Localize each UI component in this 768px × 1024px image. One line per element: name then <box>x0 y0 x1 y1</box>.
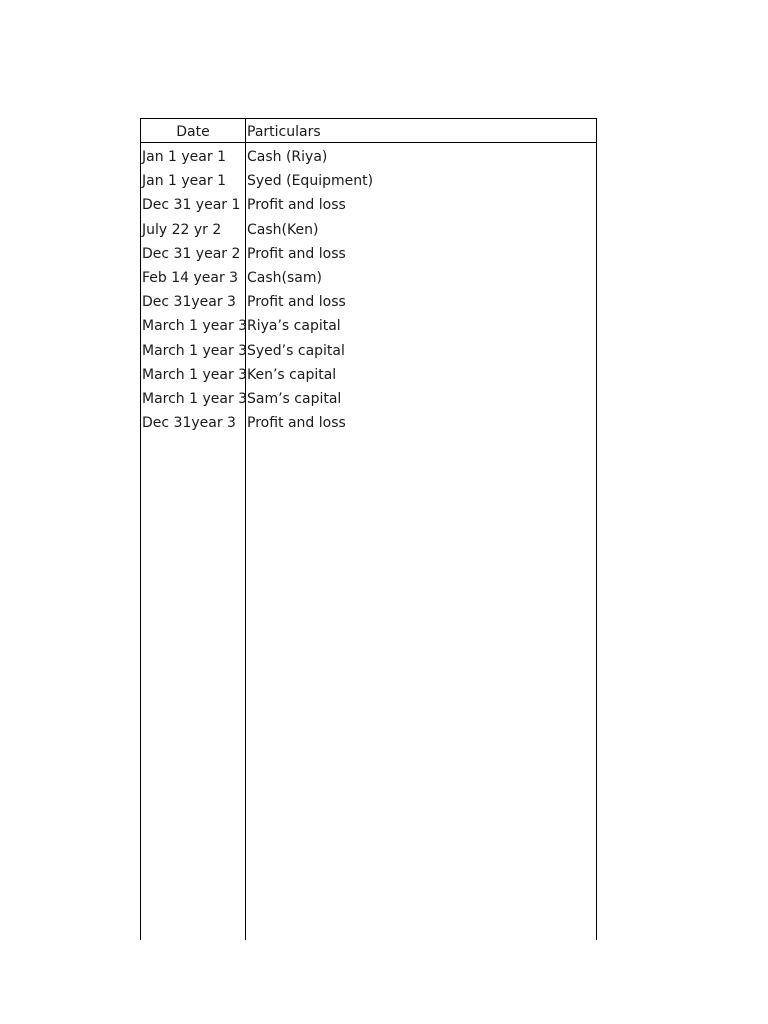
date-cell: Dec 31 year 2 <box>142 245 241 262</box>
date-cell: March 1 year 3 <box>142 390 248 407</box>
date-cell: March 1 year 3 <box>142 342 248 359</box>
date-cell: Dec 31year 3 <box>142 415 236 432</box>
date-cell: Dec 31year 3 <box>142 294 236 311</box>
table-body <box>141 145 596 435</box>
table-row <box>141 290 596 314</box>
table-row <box>141 266 596 290</box>
particulars-cell: Profit and loss <box>247 294 346 311</box>
table-row <box>141 145 596 169</box>
date-cell: Jan 1 year 1 <box>142 149 226 165</box>
particulars-column-header: Particulars <box>247 124 321 140</box>
table-row <box>141 169 596 193</box>
particulars-cell: Cash (Riya) <box>247 149 328 165</box>
table-row <box>141 193 596 217</box>
particulars-cell: Syed’s capital <box>247 342 345 359</box>
particulars-cell: Profit and loss <box>247 415 346 432</box>
particulars-cell: Ken’s capital <box>247 366 337 383</box>
ledger-table <box>140 118 597 940</box>
date-cell: March 1 year 3 <box>142 366 248 383</box>
date-cell: Dec 31 year 1 <box>142 197 241 214</box>
particulars-cell: Cash(Ken) <box>247 221 319 238</box>
date-cell: March 1 year 3 <box>142 318 248 335</box>
particulars-cell: Riya’s capital <box>247 318 341 335</box>
table-header-row <box>141 119 596 143</box>
date-cell: Jan 1 year 1 <box>142 173 226 190</box>
table-row <box>141 411 596 435</box>
particulars-cell: Syed (Equipment) <box>247 173 374 190</box>
date-cell: Feb 14 year 3 <box>142 269 239 286</box>
particulars-cell: Profit and loss <box>247 245 346 262</box>
table-row <box>141 339 596 363</box>
particulars-cell: Sam’s capital <box>247 390 342 407</box>
date-column-header: Date <box>176 124 210 140</box>
date-cell: July 22 yr 2 <box>142 221 222 238</box>
table-row <box>141 242 596 266</box>
table-row <box>141 218 596 242</box>
particulars-cell: Profit and loss <box>247 197 346 214</box>
table-row <box>141 314 596 338</box>
particulars-cell: Cash(sam) <box>247 269 322 286</box>
table-row <box>141 387 596 411</box>
table-row <box>141 363 596 387</box>
